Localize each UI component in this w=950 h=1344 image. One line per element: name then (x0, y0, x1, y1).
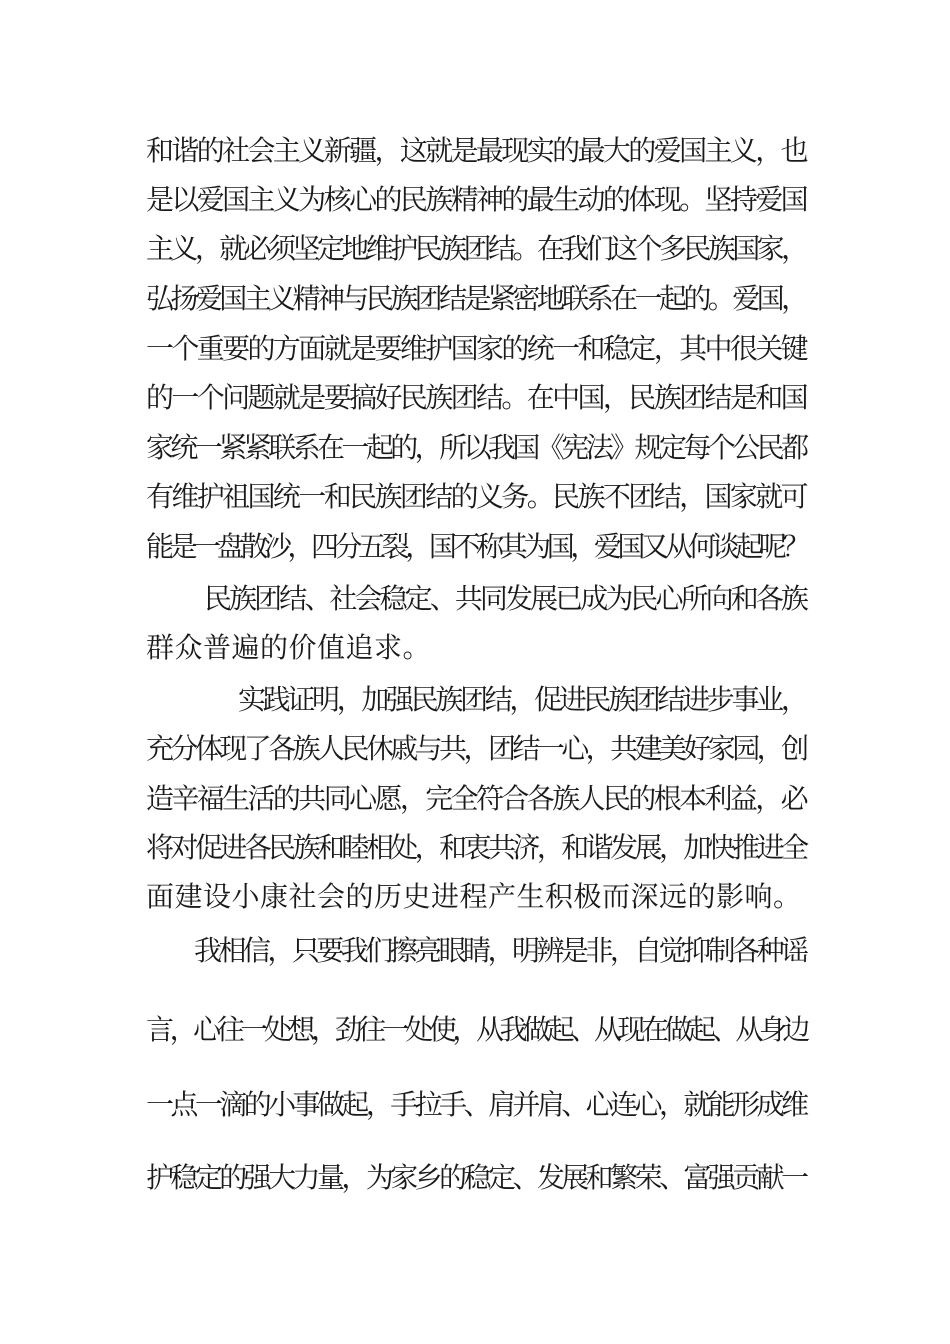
text-line: 一点一滴的小事做起，手拉手、肩并肩、心连心，就能形成维 (146, 1088, 806, 1121)
text-line: 是以爱国主义为核心的民族精神的最生动的体现。坚持爱国 (146, 183, 807, 216)
text-line: 充分体现了各族人民休戚与共，团结一心，共建美好家园，创 (146, 732, 806, 765)
text-line: 实践证明，加强民族团结，促进民族团结进步事业， (238, 683, 806, 716)
text-line: 家统一紧紧联系在一起的，所以我国《宪法》规定每个公民都 (146, 431, 806, 464)
text-line: 有维护祖国统一和民族团结的义务。民族不团结，国家就可 (146, 480, 807, 513)
text-line: 面建设小康社会的历史进程产生积极而深远的影响。 (146, 880, 802, 913)
text-line: 一个重要的方面就是要维护国家的统一和稳定，其中很关键 (146, 332, 807, 365)
text-line: 弘扬爱国主义精神与民族团结是紧密地联系在一起的。爱国， (146, 282, 806, 315)
text-line: 主义，就必须坚定地维护民族团结。在我们这个多民族国家， (146, 232, 806, 265)
text-line: 将对促进各民族和睦相处，和衷共济，和谐发展，加快推进全 (146, 831, 806, 864)
text-line: 能是一盘散沙，四分五裂，国不称其为国，爱国又从何谈起呢？ (146, 530, 807, 563)
text-line: 造辛福生活的共同心愿，完全符合各族人民的根本利益，必 (146, 782, 807, 815)
text-line: 我相信，只要我们擦亮眼睛，明辨是非，自觉抑制各种谣 (194, 934, 806, 967)
text-line: 和谐的社会主义新疆，这就是最现实的最大的爱国主义，也 (146, 134, 807, 167)
text-line: 言，心往一处想，劲往一处使，从我做起、从现在做起、从身边 (146, 1013, 807, 1046)
text-line: 护稳定的强大力量，为家乡的稳定、发展和繁荣、富强贡献一 (146, 1161, 806, 1194)
text-line: 民族团结、社会稳定、共同发展已成为民心所向和各族 (204, 582, 807, 615)
text-line: 群众普遍的价值追求。 (146, 631, 432, 664)
text-line: 的一个问题就是要搞好民族团结。在中国，民族团结是和国 (146, 381, 807, 414)
